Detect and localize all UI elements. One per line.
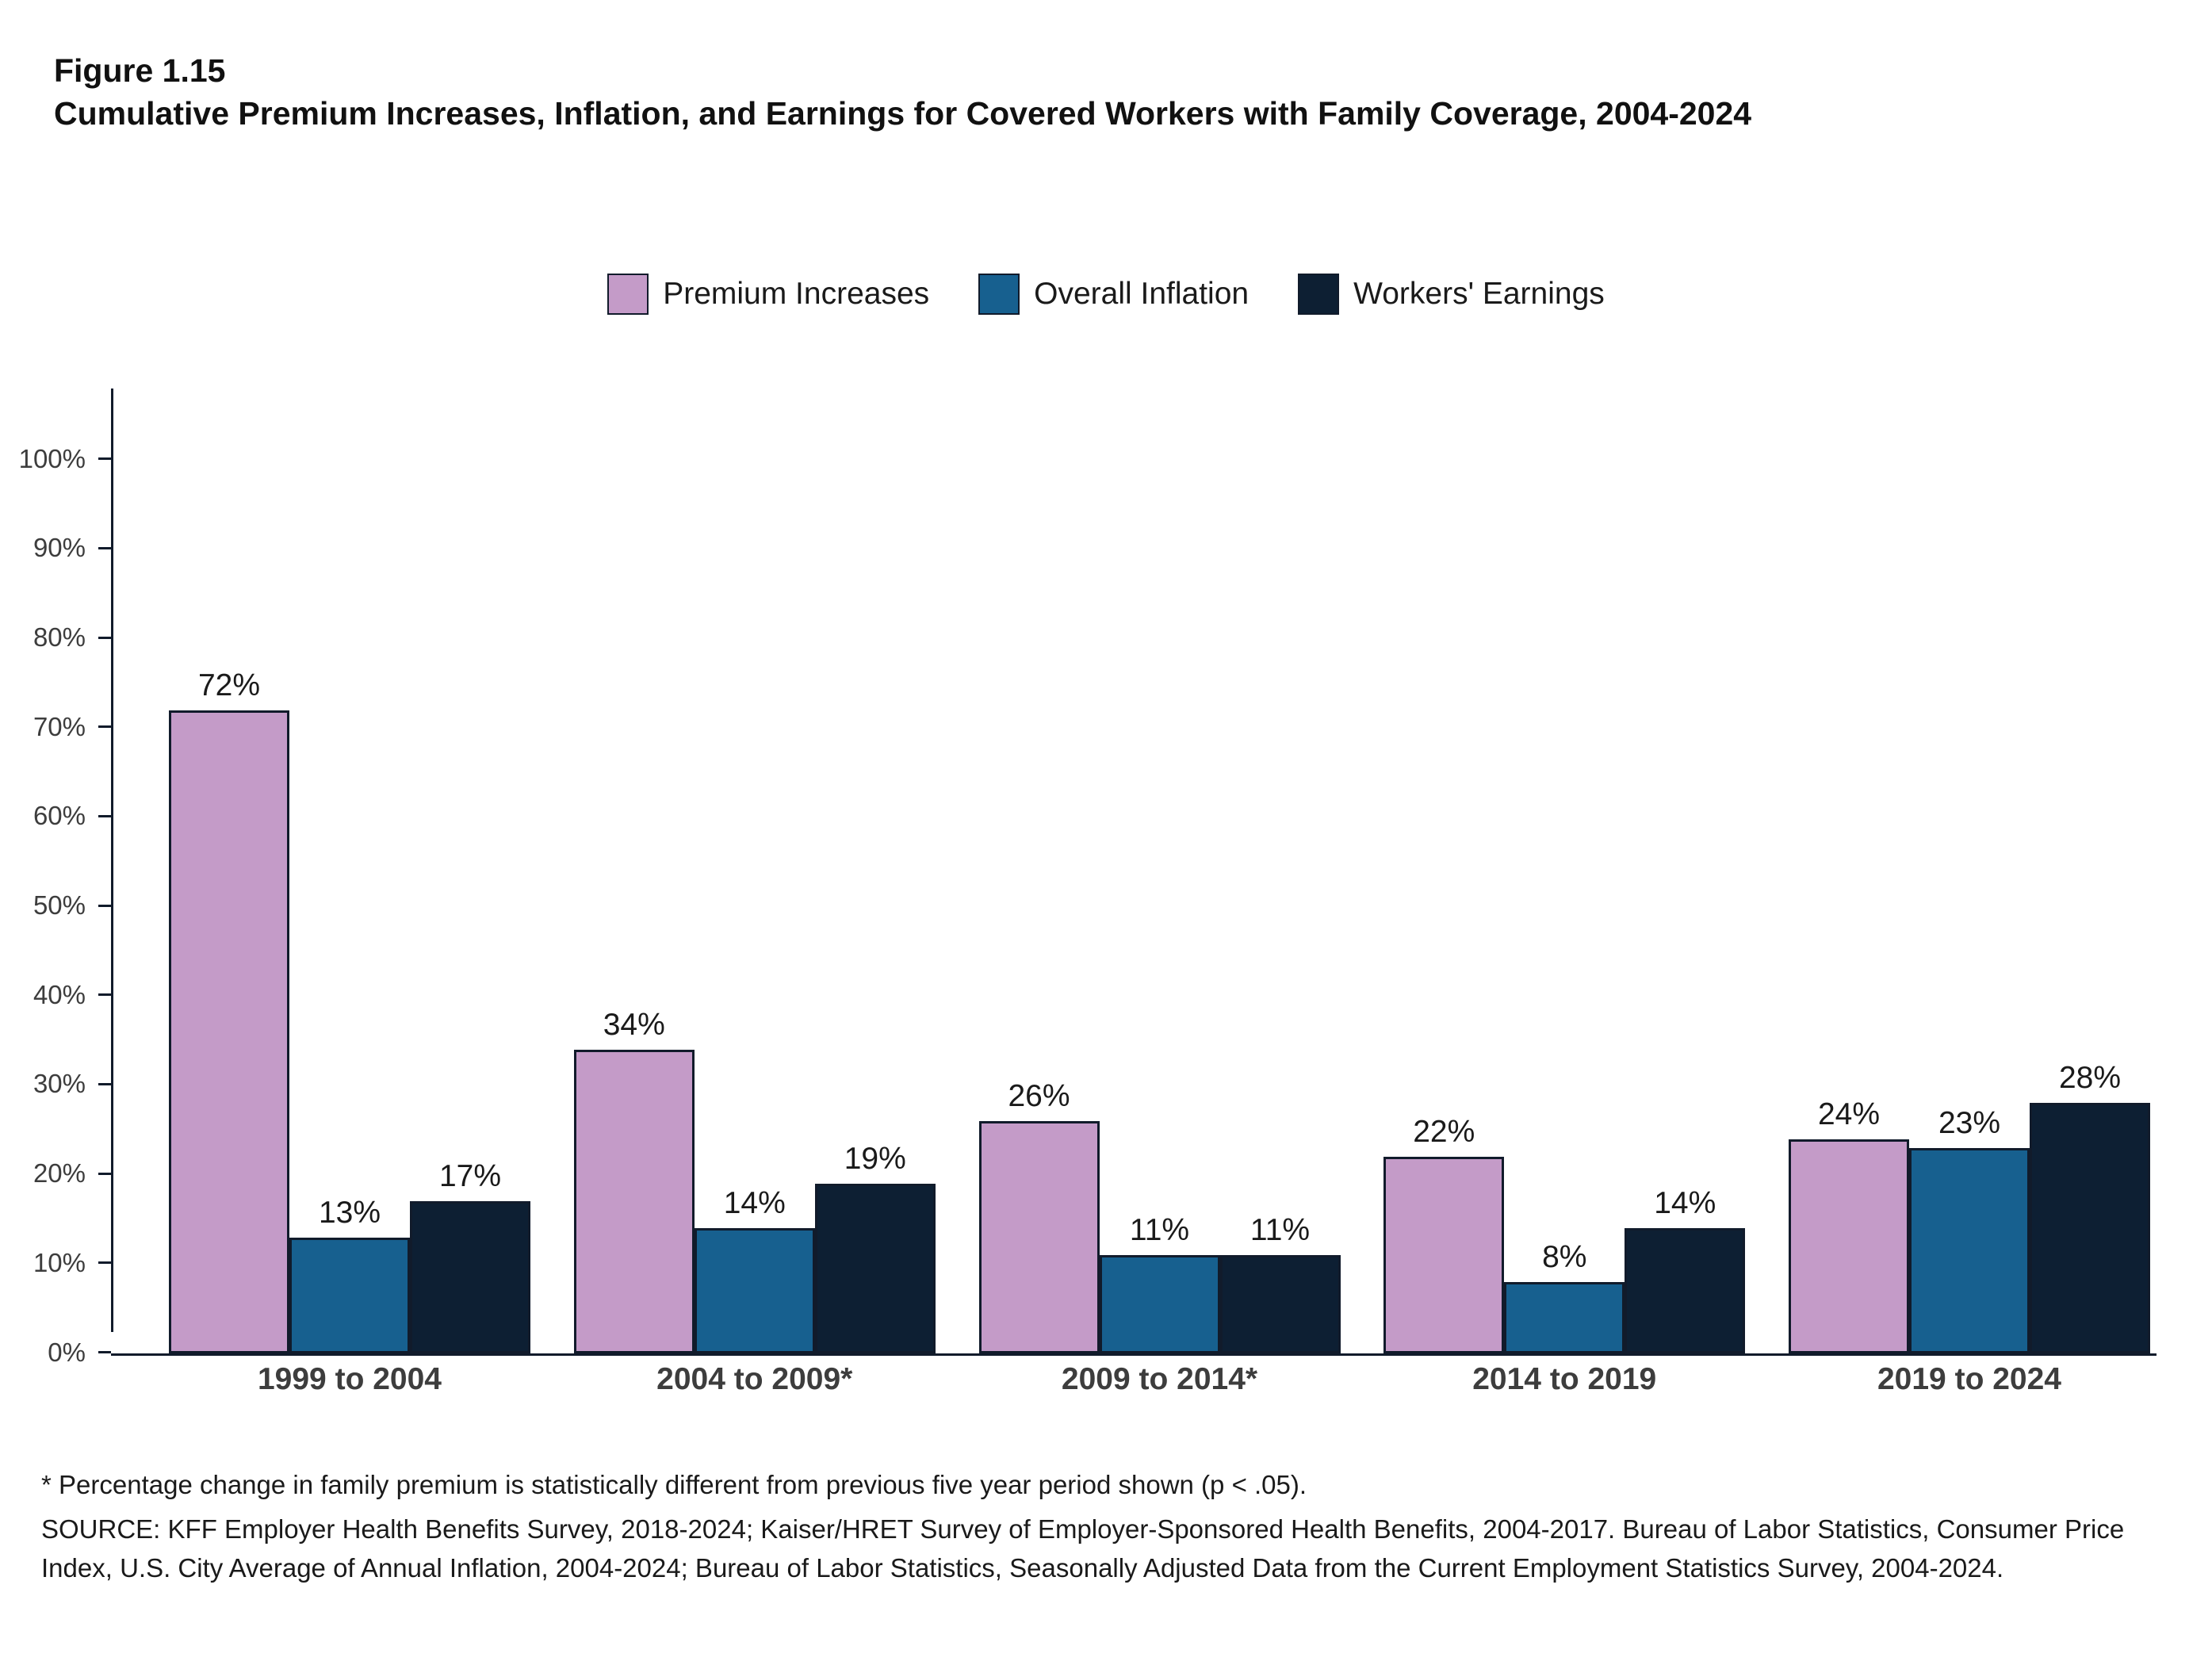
legend-swatch-overall-inflation	[978, 274, 1020, 315]
y-axis-tick-label: 0%	[48, 1337, 86, 1367]
legend-item-workers-earnings	[1298, 274, 1605, 315]
bar[interactable]	[1100, 1213, 1220, 1353]
bar-value-label: 24%	[1817, 1097, 1881, 1131]
bar-slot	[979, 388, 1100, 1353]
bar[interactable]	[1220, 1213, 1341, 1353]
y-axis-tick	[18, 443, 111, 473]
bar-group	[169, 388, 530, 1353]
y-axis-tick-label: 60%	[33, 801, 86, 831]
bar-slot	[1100, 388, 1220, 1353]
bar-slot	[169, 388, 289, 1353]
bar[interactable]	[169, 668, 289, 1353]
source-note: SOURCE: KFF Employer Health Benefits Survey, 2018-2024; Kaiser/HRET Survey of Employer-Sponsored Health Benefits, 2004-2017. Bureau of Labor Statistics, Consumer Price Index, U.S. City Average of Annual Inflation, 2004-2024; Bureau of Labor Statistics, Seasonally Adjusted Data from the Current Employment Statistics Survey, 2004-2024.	[41, 1514, 2125, 1583]
x-axis-category-label: 2014 to 2019	[1472, 1362, 1657, 1396]
y-axis-tick-label: 10%	[33, 1247, 86, 1277]
bar-slot	[1789, 388, 1909, 1353]
bar[interactable]	[1383, 1115, 1504, 1353]
bar[interactable]	[2030, 1061, 2150, 1353]
y-axis-tick	[33, 533, 111, 563]
x-axis-category-label: 2004 to 2009*	[656, 1362, 853, 1396]
legend-label-premium-increases: Premium Increases	[663, 277, 930, 311]
y-axis-tick-label: 70%	[33, 711, 86, 741]
y-axis-tick	[48, 1337, 111, 1367]
footnote-significance: * Percentage change in family premium is statistically different from previous five year period shown (p < .05).	[41, 1470, 1307, 1499]
legend-swatch-workers-earnings	[1298, 274, 1339, 315]
bar[interactable]	[574, 1007, 695, 1353]
y-axis-tick-label: 100%	[18, 443, 86, 473]
legend-label-workers-earnings: Workers' Earnings	[1353, 277, 1605, 311]
bar-slot	[695, 388, 815, 1353]
bar-value-label: 19%	[844, 1141, 906, 1176]
bar-value-label: 13%	[318, 1195, 381, 1230]
chart-plot-area	[18, 373, 2157, 1367]
y-axis-tick	[33, 801, 111, 831]
bar-group	[1789, 388, 2150, 1353]
bar-value-label: 26%	[1008, 1079, 1070, 1114]
bar-value-label: 11%	[1129, 1213, 1190, 1248]
bar-slot	[410, 388, 530, 1353]
bar-value-label: 28%	[2058, 1061, 2122, 1096]
bar-value-label: 72%	[197, 668, 261, 702]
y-axis-tick	[33, 1158, 111, 1188]
y-axis-tick	[33, 890, 111, 921]
bar-value-label: 11%	[1250, 1213, 1311, 1248]
bar[interactable]	[815, 1141, 936, 1353]
bar-slot	[1383, 388, 1504, 1353]
bar-slot	[2030, 388, 2150, 1353]
bar-value-label: 17%	[438, 1159, 502, 1194]
bar-slot	[1504, 388, 1625, 1353]
figure-header	[54, 49, 2084, 135]
y-axis-tick	[33, 1069, 111, 1099]
figure-number: Figure 1.15	[54, 52, 226, 89]
bar-value-label: 23%	[1938, 1105, 2001, 1140]
x-axis-category-label: 2009 to 2014*	[1061, 1362, 1258, 1396]
y-axis-tick-label: 40%	[33, 979, 86, 1009]
bar[interactable]	[1625, 1186, 1745, 1353]
bar[interactable]	[695, 1186, 815, 1353]
x-axis-category-labels	[113, 1362, 2157, 1397]
bar[interactable]	[289, 1195, 410, 1353]
y-axis-tick	[33, 622, 111, 653]
bar-value-label: 8%	[1542, 1239, 1587, 1274]
y-axis-tick-label: 30%	[33, 1069, 86, 1099]
legend-item-overall-inflation	[978, 274, 1249, 315]
legend-label-overall-inflation: Overall Inflation	[1034, 277, 1250, 311]
bar[interactable]	[410, 1159, 530, 1353]
page-title: Cumulative Premium Increases, Inflation, and Earnings for Covered Workers with Family Coverage, 2004-2024	[54, 95, 1752, 132]
bar-value-label: 14%	[1654, 1186, 1716, 1221]
bar-slot	[1220, 388, 1341, 1353]
bar-value-label: 14%	[723, 1186, 786, 1221]
y-axis-tick	[33, 1247, 111, 1277]
bar[interactable]	[1504, 1239, 1625, 1353]
y-axis-tick-label: 90%	[33, 533, 86, 563]
x-axis-category-label: 2019 to 2024	[1877, 1362, 2061, 1396]
legend-swatch-premium-increases	[607, 274, 649, 315]
bar[interactable]	[1789, 1097, 1909, 1353]
bar-group	[979, 388, 1341, 1353]
bar[interactable]	[1909, 1105, 2030, 1353]
bar-slot	[1625, 388, 1745, 1353]
y-axis-tick-label: 50%	[33, 890, 86, 921]
bar[interactable]	[979, 1079, 1100, 1353]
legend-item-premium-increases	[607, 274, 929, 315]
bar-slot	[574, 388, 695, 1353]
y-axis-tick-label: 20%	[33, 1158, 86, 1188]
bar-value-label: 34%	[603, 1007, 665, 1042]
chart-legend	[0, 274, 2212, 315]
bar-slot	[289, 388, 410, 1353]
bar-slot	[1909, 388, 2030, 1353]
bar-group	[574, 388, 936, 1353]
chart-notes	[41, 1465, 2166, 1588]
y-axis-tick	[33, 979, 111, 1009]
bar-value-label: 22%	[1413, 1115, 1475, 1150]
bar-slot	[815, 388, 936, 1353]
x-axis-line	[111, 1353, 2157, 1356]
x-axis-category-label: 1999 to 2004	[257, 1362, 442, 1396]
bar-group	[1383, 388, 1745, 1353]
bar-groups	[113, 388, 2157, 1353]
y-axis-tick-label: 80%	[33, 622, 86, 653]
y-axis-tick	[33, 711, 111, 741]
